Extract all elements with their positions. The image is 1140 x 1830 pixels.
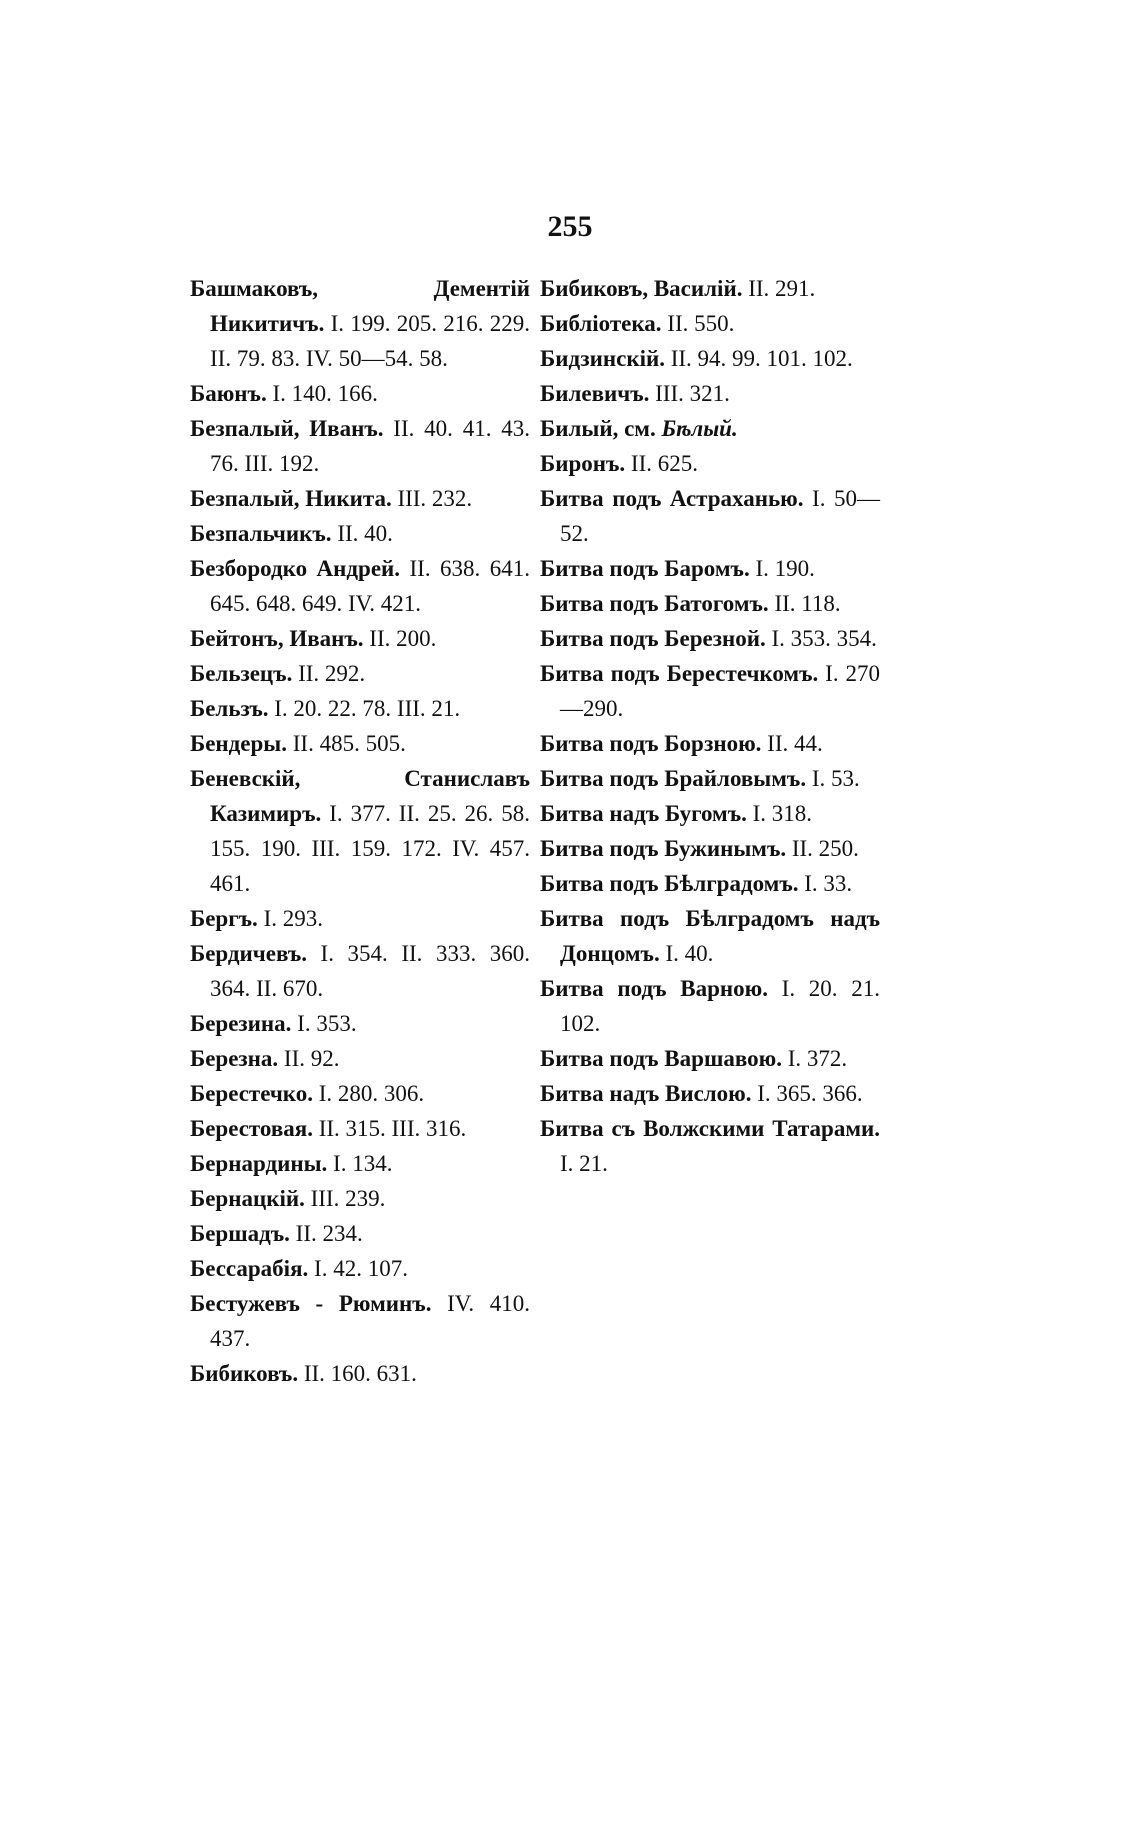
index-entry <box>190 1286 530 1356</box>
entry-page-refs: III. 239. <box>310 1186 386 1211</box>
entry-heading: Битва подъ Астраханью. <box>540 486 804 511</box>
index-entry <box>540 901 880 971</box>
entry-heading: Безпалый, Иванъ. <box>190 416 384 441</box>
entry-page-refs: II. 92. <box>283 1046 340 1071</box>
entry-heading: Битва подъ Батогомъ. <box>540 591 769 616</box>
index-entry <box>540 586 880 621</box>
entry-heading: Бестужевъ - Рюминъ. <box>190 1291 432 1316</box>
entry-heading: Бердичевъ. <box>190 941 307 966</box>
entry-page-refs: I. 50—52. <box>560 486 880 546</box>
entry-page-refs: I. 140. 166. <box>272 381 378 406</box>
entry-page-refs: I. 134. <box>333 1151 393 1176</box>
entry-page-refs: II. 550. <box>667 311 735 336</box>
entry-page-refs: I. 318. <box>752 801 813 826</box>
entry-heading: Бибиковъ, Василій. <box>540 276 743 301</box>
index-entry <box>190 376 530 411</box>
index-entry <box>540 551 880 586</box>
entry-page-refs: I. 293. <box>263 906 323 931</box>
entry-heading: Битва подъ Бѣлградомъ. <box>540 871 799 896</box>
entry-page-refs: I. 353. 354. <box>771 626 877 651</box>
index-entry <box>190 1076 530 1111</box>
entry-page-refs: III. 232. <box>397 486 473 511</box>
entry-page-refs: I. 33. <box>804 871 853 896</box>
entry-page-refs: II. 234. <box>295 1221 363 1246</box>
entry-heading: Битва подъ Брайловымъ. <box>540 766 807 791</box>
entry-heading: Битва надъ Вислою. <box>540 1081 752 1106</box>
page-number: 255 <box>547 210 593 243</box>
left-index-column <box>190 271 530 1391</box>
index-entry <box>190 1146 530 1181</box>
entry-page-refs: I. 365. 366. <box>757 1081 863 1106</box>
entry-page-refs: I. 199. 205. 216. 229. II. 79. 83. IV. 50—54. 58. <box>210 311 530 371</box>
entry-heading: Бернацкій. <box>190 1186 305 1211</box>
index-entry <box>190 1216 530 1251</box>
entry-heading: Бельзецъ. <box>190 661 293 686</box>
index-entry <box>190 621 530 656</box>
index-entry <box>190 1356 530 1391</box>
index-entry <box>540 796 880 831</box>
index-entry <box>190 691 530 726</box>
entry-heading: Битва подъ Варною. <box>540 976 768 1001</box>
right-index-column <box>540 271 880 1181</box>
index-entry <box>540 271 880 306</box>
index-entry <box>190 726 530 761</box>
entry-page-refs: II. 118. <box>774 591 841 616</box>
entry-page-refs: I. 20. 22. 78. III. 21. <box>274 696 461 721</box>
index-entry <box>190 1251 530 1286</box>
entry-page-refs: II. 44. <box>767 731 823 756</box>
index-entry <box>540 376 880 411</box>
entry-heading: Бельзъ. <box>190 696 269 721</box>
index-entry <box>540 411 880 446</box>
entry-heading: Бейтонъ, Иванъ. <box>190 626 364 651</box>
entry-heading: Бидзинскій. <box>540 346 665 371</box>
entry-heading: Битва подъ Борзною. <box>540 731 762 756</box>
entry-page-refs: II. 40. <box>337 521 393 546</box>
index-entry <box>540 446 880 481</box>
entry-page-refs: II. 638. 641. 645. 648. 649. IV. 421. <box>210 556 530 616</box>
entry-page-refs: II. 485. 505. <box>292 731 406 756</box>
entry-heading: Билевичъ. <box>540 381 650 406</box>
index-entry <box>190 551 530 621</box>
index-entry <box>540 761 880 796</box>
entry-page-refs: I. 354. II. 333. 360. 364. II. 670. <box>210 941 530 1001</box>
entry-heading: Битва подъ Бѣлградомъ надъ Донцомъ. <box>540 906 880 966</box>
entry-heading: Берестовая. <box>190 1116 313 1141</box>
entry-page-refs: I. 190. <box>755 556 815 581</box>
entry-heading: Битва подъ Баромъ. <box>540 556 750 581</box>
entry-page-refs: I. 270—290. <box>560 661 880 721</box>
entry-page-refs: II. 94. 99. 101. 102. <box>670 346 853 371</box>
entry-heading: Безпалый, Никита. <box>190 486 392 511</box>
index-entry <box>190 656 530 691</box>
entry-page-refs: II. 625. <box>630 451 698 476</box>
index-entry <box>190 271 530 376</box>
index-entry <box>540 1041 880 1076</box>
entry-heading: Бибиковъ. <box>190 1361 299 1386</box>
index-entry <box>190 1006 530 1041</box>
entry-page-refs: I. 42. 107. <box>314 1256 408 1281</box>
entry-heading: Безпальчикъ. <box>190 521 332 546</box>
entry-page-refs: I. 377. II. 25. 26. 58. 155. 190. III. 159. 172. IV. 457. 461. <box>210 801 531 896</box>
entry-page-refs: III. 321. <box>655 381 730 406</box>
entry-page-refs: IV. 410. 437. <box>210 1291 530 1351</box>
index-entry <box>540 656 880 726</box>
index-entry <box>190 901 530 936</box>
entry-heading: Берестечко. <box>190 1081 314 1106</box>
index-entry <box>190 1181 530 1216</box>
entry-heading: Битва съ Волжскими Татарами. <box>540 1116 880 1141</box>
entry-heading: Биронъ. <box>540 451 626 476</box>
entry-page-refs: II. 160. 631. <box>303 1361 417 1386</box>
entry-heading: Битва надъ Бугомъ. <box>540 801 747 826</box>
entry-heading: Бессарабія. <box>190 1256 309 1281</box>
index-entry <box>540 726 880 761</box>
entry-heading: Безбородко Андрей. <box>190 556 401 581</box>
index-entry <box>540 971 880 1041</box>
entry-page-refs: I. 372. <box>787 1046 848 1071</box>
index-entry <box>540 621 880 656</box>
index-entry <box>540 866 880 901</box>
entry-page-refs: I. 53. <box>811 766 860 791</box>
entry-page-refs: II. 292. <box>298 661 366 686</box>
entry-page-refs: II. 40. 41. 43. 76. III. 192. <box>210 416 530 476</box>
entry-page-refs: I. 280. 306. <box>318 1081 425 1106</box>
entry-heading: Битва подъ Бужинымъ. <box>540 836 787 861</box>
entry-page-refs: II. 200. <box>369 626 437 651</box>
index-entry <box>190 761 530 901</box>
entry-heading: Бендеры. <box>190 731 288 756</box>
entry-page-refs: II. 250. <box>791 836 859 861</box>
entry-heading: Бернардины. <box>190 1151 328 1176</box>
entry-heading: Баюнъ. <box>190 381 267 406</box>
index-entry <box>540 1076 880 1111</box>
index-entry <box>190 1041 530 1076</box>
entry-heading: Березина. <box>190 1011 292 1036</box>
entry-page-refs: I. 21. <box>560 1151 608 1176</box>
entry-page-refs: I. 353. <box>297 1011 357 1036</box>
index-entry <box>540 1111 880 1181</box>
entry-page-refs: II. 315. III. 316. <box>318 1116 467 1141</box>
entry-heading: Бергъ. <box>190 906 258 931</box>
entry-heading: Битва подъ Варшавою. <box>540 1046 782 1071</box>
index-entry <box>190 1111 530 1146</box>
entry-page-refs: I. 20. 21. 102. <box>560 976 880 1036</box>
index-entry <box>540 481 880 551</box>
entry-heading: Башмаковъ, Дементій Никитичъ. <box>190 276 530 336</box>
index-entry <box>540 341 880 376</box>
index-entry <box>540 306 880 341</box>
entry-cross-reference: Бѣлый. <box>661 416 738 441</box>
entry-heading: Билый, см. <box>540 416 656 441</box>
entry-heading: Бершадъ. <box>190 1221 290 1246</box>
index-entry <box>190 516 530 551</box>
entry-heading: Битва подъ Берестечкомъ. <box>540 661 819 686</box>
index-entry <box>190 481 530 516</box>
index-entry <box>540 831 880 866</box>
index-entry <box>190 936 530 1006</box>
entry-heading: Битва подъ Березной. <box>540 626 766 651</box>
entry-page-refs: II. 291. <box>748 276 816 301</box>
entry-heading: Беневскій, Станиславъ Казимиръ. <box>190 766 530 826</box>
index-entry <box>190 411 530 481</box>
entry-heading: Березна. <box>190 1046 279 1071</box>
entry-heading: Библіотека. <box>540 311 662 336</box>
entry-page-refs: I. 40. <box>665 941 714 966</box>
